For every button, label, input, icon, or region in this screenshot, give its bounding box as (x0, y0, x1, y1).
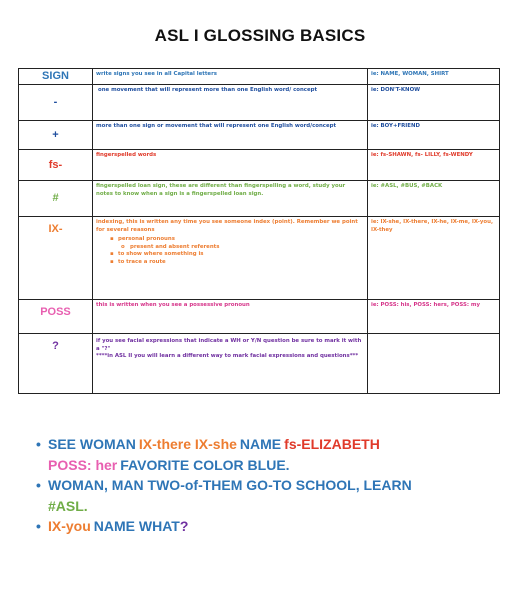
example-cell: ie: fs-SHAWN, fs- LILLY, fs-WENDY (368, 150, 500, 181)
example-cell: ie: BOY+FRIEND (368, 121, 500, 150)
example-cell: ie: #ASL, #BUS, #BACK (368, 181, 500, 217)
glossing-table (18, 68, 500, 394)
description-cell (93, 334, 368, 394)
list-item: ▪ to trace a route (96, 259, 364, 267)
table-row (19, 217, 500, 300)
symbol-cell: IX- (19, 217, 93, 300)
table-row (19, 121, 500, 150)
table-row (19, 150, 500, 181)
example-cell: ie: NAME, WOMAN, SHIRT (368, 69, 500, 85)
gloss-sign: NAME WHAT (93, 518, 180, 534)
table-row (19, 181, 500, 217)
table-row (19, 334, 500, 394)
symbol-cell: + (19, 121, 93, 150)
gloss-sign: NAME (239, 436, 282, 452)
description-cell (93, 217, 368, 300)
page-title: ASL I GLOSSING BASICS (154, 26, 366, 45)
example-sentences (36, 434, 506, 537)
symbol-cell: POSS (19, 300, 93, 334)
description-cell: more than one sign or movement that will represent one English word/concept (93, 121, 368, 150)
symbol-cell: SIGN (19, 69, 93, 85)
description-cell: write signs you see in all Capital letters (93, 69, 368, 85)
description-cell: one movement that will represent more than one English word/ concept (93, 85, 368, 121)
gloss-sign: FAVORITE COLOR BLUE. (120, 456, 290, 473)
list-item: o present and absent referents (96, 244, 364, 252)
gloss-question: ? (179, 518, 189, 534)
list-item: ▪ to show where something is (96, 251, 364, 259)
symbol-cell: fs- (19, 150, 93, 181)
gloss-fingerspell: fs-ELIZABETH (284, 436, 380, 452)
index-reasons-list (96, 236, 364, 266)
gloss-sign: WOMAN, MAN TWO-of-THEM GO-TO SCHOOL, LEARN (48, 477, 412, 493)
list-item (36, 475, 506, 516)
gloss-index: IX-there IX-she (138, 436, 237, 452)
symbol-cell: ? (19, 334, 93, 394)
gloss-loan-sign: #ASL. (48, 497, 88, 514)
description-text: indexing, this is written any time you see someone index (point). Remember we point for several reasons (96, 219, 358, 233)
description-note: ****in ASL II you will learn a different way to mark facial expressions and questions*** (96, 353, 359, 360)
table-row (19, 300, 500, 334)
example-cell (368, 334, 500, 394)
description-cell: fingerspelled words (93, 150, 368, 181)
description-text: if you see facial expressions that indicate a WH or Y/N question be sure to mark it with a "?" (96, 338, 362, 352)
symbol-cell: - (19, 85, 93, 121)
table-row (19, 85, 500, 121)
gloss-sign: SEE WOMAN (48, 436, 136, 452)
gloss-possessive: POSS: her (48, 456, 118, 473)
example-cell: ie: POSS: his, POSS: hers, POSS: my (368, 300, 500, 334)
table-row (19, 69, 500, 85)
example-cell: ie: IX-she, IX-there, IX-he, IX-me, IX-you, IX-they (368, 217, 500, 300)
symbol-cell: # (19, 181, 93, 217)
list-item: ▪ personal pronouns (96, 236, 364, 244)
description-cell: this is written when you see a possessive pronoun (93, 300, 368, 334)
list-item (36, 516, 506, 537)
list-item (36, 434, 506, 475)
example-cell: ie: DON'T-KNOW (368, 85, 500, 121)
gloss-index: IX-you (48, 518, 91, 534)
description-cell: fingerspelled loan sign, these are different than fingerspelling a word, study your notes to know when a sign is a fingerspelled loan sign. (93, 181, 368, 217)
